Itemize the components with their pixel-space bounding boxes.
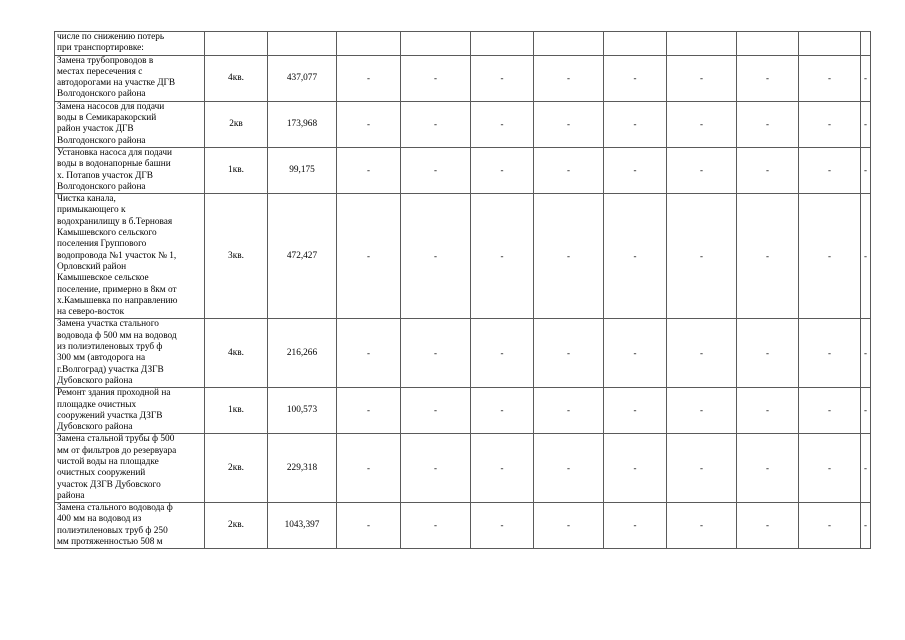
table-row — [55, 101, 871, 147]
work-description-line: местах пересечения с — [57, 66, 143, 77]
work-description-line: чистой воды на площадке — [57, 456, 159, 467]
amount-cell: 216,266 — [268, 319, 337, 388]
work-description-line: водовода ф 500 мм на водовод — [57, 330, 177, 341]
value-cell: - — [401, 101, 471, 147]
work-description-line: Камышевское сельское — [57, 273, 149, 284]
value-cell — [604, 32, 667, 56]
value-cell: - — [534, 388, 604, 434]
value-cell — [337, 32, 401, 56]
value-cell: - — [861, 434, 871, 503]
work-description-line: 400 мм на водовод из — [57, 514, 142, 525]
amount-cell: 229,318 — [268, 434, 337, 503]
value-cell: - — [604, 55, 667, 101]
value-cell: - — [737, 388, 799, 434]
work-description-line: водопровода №1 участок № 1, — [57, 250, 177, 261]
value-cell: - — [337, 503, 401, 549]
amount-cell: 100,573 — [268, 388, 337, 434]
value-cell: - — [604, 434, 667, 503]
quarter-cell: 4кв. — [205, 55, 268, 101]
value-cell: - — [471, 434, 534, 503]
work-description-line: х. Потапов участок ДГВ — [57, 170, 153, 181]
value-cell: - — [799, 388, 861, 434]
value-cell: - — [667, 503, 737, 549]
value-cell: - — [861, 503, 871, 549]
work-description-line: Волгодонского района — [57, 181, 146, 192]
work-description-line: Волгодонского района — [57, 135, 146, 146]
work-description-line: мм протяженностью 508 м — [57, 537, 163, 548]
table-row — [55, 319, 871, 388]
work-description-cell — [55, 434, 205, 503]
value-cell: - — [604, 503, 667, 549]
value-cell: - — [337, 319, 401, 388]
work-description-line: Замена участка стального — [57, 319, 159, 330]
value-cell: - — [604, 147, 667, 193]
amount-cell: 437,077 — [268, 55, 337, 101]
work-description-line: Ремонт здания проходной на — [57, 388, 171, 399]
amount-cell — [268, 32, 337, 56]
value-cell: - — [799, 194, 861, 319]
work-description-cell — [55, 503, 205, 549]
value-cell: - — [604, 101, 667, 147]
work-description-cell — [55, 194, 205, 319]
work-description-line: Установка насоса для подачи — [57, 147, 172, 158]
work-description-line: Замена трубопроводов в — [57, 55, 154, 66]
work-description-line: числе по снижению потерь — [57, 32, 165, 42]
work-description-line: площадке очистных — [57, 399, 137, 410]
value-cell: - — [401, 319, 471, 388]
work-description-cell — [55, 32, 205, 56]
work-description-cell — [55, 147, 205, 193]
work-description-cell — [55, 319, 205, 388]
value-cell: - — [534, 194, 604, 319]
value-cell: - — [861, 55, 871, 101]
value-cell: - — [737, 55, 799, 101]
work-description-line: при транспортировке: — [57, 43, 144, 54]
value-cell — [737, 32, 799, 56]
work-description-line: Орловский район — [57, 261, 127, 272]
value-cell: - — [471, 147, 534, 193]
value-cell: - — [799, 101, 861, 147]
value-cell: - — [534, 434, 604, 503]
value-cell: - — [337, 388, 401, 434]
work-description-line: Замена насосов для подачи — [57, 101, 165, 112]
value-cell: - — [737, 434, 799, 503]
work-description-cell — [55, 101, 205, 147]
value-cell: - — [667, 101, 737, 147]
value-cell — [471, 32, 534, 56]
table-row — [55, 32, 871, 56]
value-cell: - — [667, 147, 737, 193]
value-cell: - — [337, 194, 401, 319]
table-body — [55, 32, 871, 549]
work-description-line: примыкающего к — [57, 205, 126, 216]
work-description-line: район участок ДГВ — [57, 124, 134, 135]
value-cell: - — [737, 319, 799, 388]
value-cell: - — [534, 319, 604, 388]
table-row — [55, 503, 871, 549]
table-row — [55, 55, 871, 101]
work-description-line: сооружений участка ДЗГВ — [57, 410, 163, 421]
amount-cell: 99,175 — [268, 147, 337, 193]
value-cell: - — [861, 319, 871, 388]
work-description-line: полиэтиленовых труб ф 250 — [57, 525, 168, 536]
quarter-cell — [205, 32, 268, 56]
value-cell: - — [401, 55, 471, 101]
work-description-line: Чистка канала, — [57, 194, 116, 205]
work-description-line: Дубовского района — [57, 375, 133, 386]
value-cell: - — [667, 434, 737, 503]
value-cell — [799, 32, 861, 56]
value-cell: - — [737, 503, 799, 549]
value-cell: - — [471, 319, 534, 388]
work-description-line: мм от фильтров до резервуара — [57, 445, 177, 456]
value-cell: - — [799, 434, 861, 503]
value-cell: - — [799, 147, 861, 193]
work-description-cell — [55, 388, 205, 434]
value-cell: - — [667, 319, 737, 388]
work-description-cell — [55, 55, 205, 101]
value-cell: - — [471, 503, 534, 549]
value-cell: - — [737, 194, 799, 319]
amount-cell: 472,427 — [268, 194, 337, 319]
value-cell: - — [534, 55, 604, 101]
value-cell: - — [534, 147, 604, 193]
work-description-line: участок ДЗГВ Дубовского — [57, 479, 161, 490]
value-cell — [534, 32, 604, 56]
work-description-line: района — [57, 490, 85, 501]
value-cell: - — [737, 147, 799, 193]
value-cell: - — [534, 503, 604, 549]
work-description-line: 300 мм (автодорога на — [57, 353, 146, 364]
quarter-cell: 3кв. — [205, 194, 268, 319]
quarter-cell: 2кв. — [205, 434, 268, 503]
value-cell: - — [799, 55, 861, 101]
value-cell: - — [667, 388, 737, 434]
value-cell: - — [401, 147, 471, 193]
value-cell: - — [401, 434, 471, 503]
quarter-cell: 4кв. — [205, 319, 268, 388]
work-description-line: Дубовского района — [57, 422, 133, 433]
value-cell: - — [471, 55, 534, 101]
table-row — [55, 388, 871, 434]
value-cell: - — [401, 194, 471, 319]
work-description-line: на северо-восток — [57, 307, 125, 318]
work-description-line: Замена стальной трубы ф 500 — [57, 434, 175, 445]
work-description-line: х.Камышевка по направлению — [57, 295, 178, 306]
work-description-line: Замена стального водовода ф — [57, 503, 173, 514]
work-description-line: Камышевского сельского — [57, 228, 157, 239]
work-description-line: очистных сооружений — [57, 468, 146, 479]
value-cell: - — [667, 194, 737, 319]
work-description-line: поселения Группового — [57, 239, 147, 250]
investment-program-table — [54, 31, 871, 549]
value-cell: - — [401, 503, 471, 549]
amount-cell: 1043,397 — [268, 503, 337, 549]
value-cell: - — [337, 434, 401, 503]
work-description-line: г.Волгоград) участка ДЗГВ — [57, 364, 164, 375]
value-cell — [667, 32, 737, 56]
work-description-line: из полиэтиленовых труб ф — [57, 342, 163, 353]
quarter-cell: 2кв. — [205, 503, 268, 549]
value-cell — [861, 32, 871, 56]
value-cell: - — [861, 101, 871, 147]
work-description-line: поселение, примерно в 8км от — [57, 284, 177, 295]
value-cell: - — [799, 319, 861, 388]
value-cell: - — [604, 194, 667, 319]
quarter-cell: 2кв — [205, 101, 268, 147]
value-cell: - — [604, 319, 667, 388]
value-cell: - — [401, 388, 471, 434]
value-cell: - — [799, 503, 861, 549]
value-cell: - — [861, 194, 871, 319]
work-description-line: водохранилищу в б.Терновая — [57, 216, 173, 227]
value-cell: - — [604, 388, 667, 434]
table-row — [55, 147, 871, 193]
value-cell: - — [471, 101, 534, 147]
value-cell: - — [861, 388, 871, 434]
table-row — [55, 434, 871, 503]
work-description-line: воды в Семикаракорский — [57, 113, 157, 124]
value-cell: - — [337, 55, 401, 101]
work-description-line: автодорогами на участке ДГВ — [57, 78, 176, 89]
work-description-line: воды в водонапорные башни — [57, 159, 171, 170]
value-cell — [401, 32, 471, 56]
value-cell: - — [471, 194, 534, 319]
amount-cell: 173,968 — [268, 101, 337, 147]
table-row — [55, 194, 871, 319]
value-cell: - — [737, 101, 799, 147]
value-cell: - — [534, 101, 604, 147]
value-cell: - — [337, 101, 401, 147]
value-cell: - — [337, 147, 401, 193]
work-description-line: Волгодонского района — [57, 89, 146, 100]
value-cell: - — [667, 55, 737, 101]
quarter-cell: 1кв. — [205, 147, 268, 193]
value-cell: - — [471, 388, 534, 434]
value-cell: - — [861, 147, 871, 193]
quarter-cell: 1кв. — [205, 388, 268, 434]
